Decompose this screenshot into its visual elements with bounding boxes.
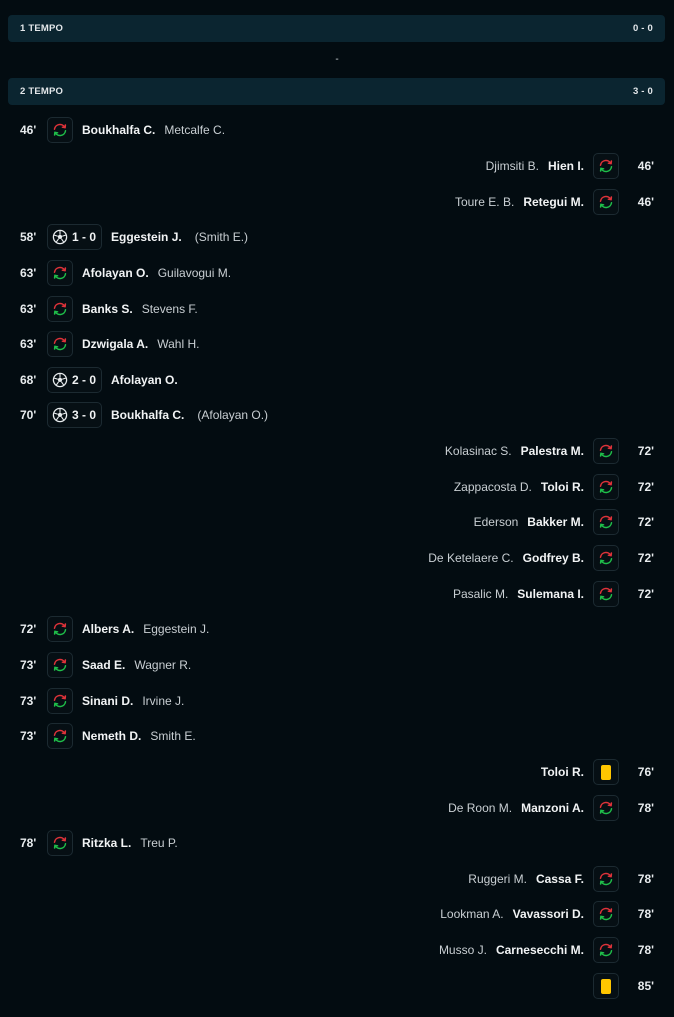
player-in-name: Godfrey B.	[522, 551, 584, 565]
player-out-name: Irvine J.	[142, 694, 185, 708]
player-out-name: Eggestein J.	[143, 622, 210, 636]
home-sub-event-row	[0, 651, 674, 679]
player-out-name: Wagner R.	[134, 658, 192, 672]
substitution-icon	[47, 688, 73, 714]
player-in-name: Hien I.	[547, 159, 584, 173]
substitution-icon	[593, 901, 619, 927]
player-out-name: Kolasinac S.	[444, 444, 512, 458]
away-sub-event-row	[0, 152, 674, 180]
event-minute: 78'	[637, 872, 654, 886]
home-goal-event-row	[0, 366, 674, 394]
player-in-name: Carnesecchi M.	[495, 943, 584, 957]
event-minute: 46'	[20, 123, 37, 137]
away-card-event-row	[0, 758, 674, 786]
period-score: 0 - 0	[632, 23, 653, 34]
goal-score: 3 - 0	[72, 408, 97, 422]
player-name: Toloi R.	[540, 765, 584, 779]
player-out-name: De Roon M.	[448, 801, 513, 815]
home-sub-event-row	[0, 116, 674, 144]
no-events-placeholder: -	[335, 54, 339, 65]
substitution-icon	[593, 581, 619, 607]
substitution-icon	[593, 795, 619, 821]
substitution-icon	[593, 189, 619, 215]
substitution-icon	[593, 509, 619, 535]
substitution-icon	[593, 474, 619, 500]
event-minute: 46'	[637, 195, 654, 209]
substitution-icon	[47, 296, 73, 322]
away-sub-event-row	[0, 188, 674, 216]
soccer-ball-icon	[52, 407, 68, 423]
player-in-name: Vavassori D.	[512, 907, 584, 921]
player-in-name: Afolayan O.	[82, 266, 149, 280]
player-out-name: Zappacosta D.	[453, 480, 532, 494]
event-minute: 72'	[637, 480, 654, 494]
event-minute: 68'	[20, 373, 37, 387]
period-label: 2 TEMPO	[20, 86, 64, 97]
player-out-name: Guilavogui M.	[157, 266, 232, 280]
player-out-name: Pasalic M.	[452, 587, 509, 601]
away-sub-event-row	[0, 936, 674, 964]
substitution-icon	[593, 866, 619, 892]
home-sub-event-row	[0, 295, 674, 323]
home-sub-event-row	[0, 615, 674, 643]
player-out-name: Smith E.	[150, 729, 196, 743]
substitution-icon	[593, 438, 619, 464]
away-sub-event-row	[0, 794, 674, 822]
away-sub-event-row	[0, 580, 674, 608]
event-minute: 73'	[20, 658, 37, 672]
home-sub-event-row	[0, 687, 674, 715]
event-minute: 72'	[637, 551, 654, 565]
away-sub-event-row	[0, 437, 674, 465]
player-in-name: Ritzka L.	[82, 836, 132, 850]
away-sub-event-row	[0, 900, 674, 928]
substitution-icon	[47, 616, 73, 642]
event-minute: 76'	[637, 765, 654, 779]
player-in-name: Cassa F.	[535, 872, 584, 886]
player-in-name: Dzwigala A.	[82, 337, 149, 351]
player-out-name: Lookman A.	[440, 907, 504, 921]
home-sub-event-row	[0, 829, 674, 857]
player-name: Eggestein J.	[111, 230, 182, 244]
away-sub-event-row	[0, 508, 674, 536]
event-minute: 73'	[20, 729, 37, 743]
period-header-first-half	[8, 15, 665, 42]
substitution-icon	[47, 652, 73, 678]
substitution-icon	[47, 830, 73, 856]
substitution-icon	[593, 545, 619, 571]
home-sub-event-row	[0, 330, 674, 358]
player-out-name: Wahl H.	[157, 337, 200, 351]
home-goal-event-row	[0, 401, 674, 429]
yellow-card-shape	[601, 765, 611, 780]
event-minute: 72'	[637, 587, 654, 601]
period-header-second-half	[8, 78, 665, 105]
player-out-name: Musso J.	[438, 943, 487, 957]
event-minute: 73'	[20, 694, 37, 708]
player-in-name: Palestra M.	[520, 444, 584, 458]
goal-badge	[47, 402, 102, 428]
event-minute: 78'	[637, 907, 654, 921]
event-minute: 78'	[637, 801, 654, 815]
assist-name: (Smith E.)	[194, 230, 249, 244]
event-minute: 72'	[20, 622, 37, 636]
yellow-card-shape	[601, 979, 611, 994]
event-minute: 70'	[20, 408, 37, 422]
yellow-card-icon	[593, 973, 619, 999]
player-in-name: Albers A.	[82, 622, 135, 636]
away-card-event-row	[0, 972, 674, 1000]
player-out-name: Djimsiti B.	[485, 159, 539, 173]
substitution-icon	[47, 723, 73, 749]
event-minute: 85'	[637, 979, 654, 993]
goal-score: 1 - 0	[72, 230, 97, 244]
player-in-name: Manzoni A.	[521, 801, 584, 815]
home-goal-event-row	[0, 223, 674, 251]
goal-badge	[47, 224, 102, 250]
player-name: Boukhalfa C.	[111, 408, 185, 422]
player-in-name: Retegui M.	[523, 195, 584, 209]
event-minute: 78'	[20, 836, 37, 850]
event-minute: 63'	[20, 337, 37, 351]
home-sub-event-row	[0, 722, 674, 750]
yellow-card-icon	[593, 759, 619, 785]
player-out-name: Metcalfe C.	[164, 123, 226, 137]
event-minute: 58'	[20, 230, 37, 244]
event-minute: 46'	[637, 159, 654, 173]
substitution-icon	[593, 937, 619, 963]
player-out-name: De Ketelaere C.	[428, 551, 514, 565]
player-name: Afolayan O.	[111, 373, 178, 387]
home-sub-event-row	[0, 259, 674, 287]
player-out-name: Treu P.	[140, 836, 178, 850]
period-label: 1 TEMPO	[20, 23, 64, 34]
substitution-icon	[47, 260, 73, 286]
player-in-name: Boukhalfa C.	[82, 123, 156, 137]
player-in-name: Toloi R.	[540, 480, 584, 494]
substitution-icon	[47, 331, 73, 357]
player-out-name: Toure E. B.	[454, 195, 515, 209]
player-in-name: Sulemana I.	[517, 587, 584, 601]
away-sub-event-row	[0, 473, 674, 501]
soccer-ball-icon	[52, 229, 68, 245]
player-in-name: Nemeth D.	[82, 729, 142, 743]
substitution-icon	[47, 117, 73, 143]
player-in-name: Sinani D.	[82, 694, 134, 708]
player-in-name: Banks S.	[82, 302, 133, 316]
event-minute: 72'	[637, 444, 654, 458]
player-out-name: Stevens F.	[141, 302, 198, 316]
period-score: 3 - 0	[632, 86, 653, 97]
event-minute: 72'	[637, 515, 654, 529]
event-minute: 63'	[20, 302, 37, 316]
event-minute: 78'	[637, 943, 654, 957]
player-out-name: Ederson	[473, 515, 519, 529]
soccer-ball-icon	[52, 372, 68, 388]
player-in-name: Saad E.	[82, 658, 126, 672]
event-minute: 63'	[20, 266, 37, 280]
player-in-name: Bakker M.	[527, 515, 584, 529]
player-out-name: Ruggeri M.	[468, 872, 527, 886]
assist-name: (Afolayan O.)	[197, 408, 269, 422]
away-sub-event-row	[0, 865, 674, 893]
substitution-icon	[593, 153, 619, 179]
away-sub-event-row	[0, 544, 674, 572]
goal-score: 2 - 0	[72, 373, 97, 387]
goal-badge	[47, 367, 102, 393]
